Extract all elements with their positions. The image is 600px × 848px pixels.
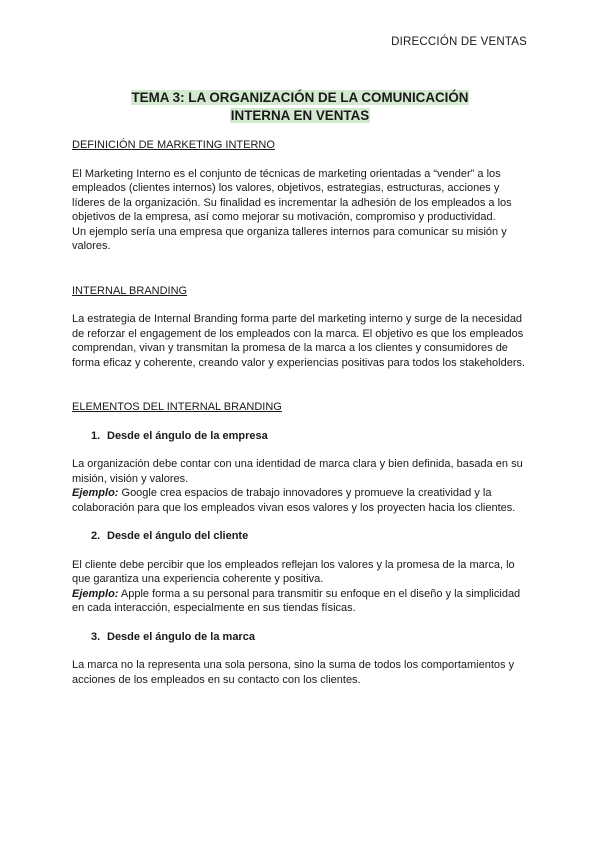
section-heading-elements: ELEMENTOS DEL INTERNAL BRANDING xyxy=(72,401,282,413)
example-text: Google crea espacios de trabajo innovadores y promueve la creatividad y la colaboración para que los empleados vivan esos valores y los proyecten hacia los clientes. xyxy=(72,487,516,514)
example-text: Apple forma a su personal para transmitir su enfoque en el diseño y la simplicidad en cada interacción, especialmente en sus tiendas físicas. xyxy=(72,587,521,614)
item-text: El cliente debe percibir que los empleados reflejan los valores y la promesa de la marca, lo que garantiza una experiencia coherente y positiva. xyxy=(72,558,515,585)
title-line-2: INTERNA EN VENTAS xyxy=(230,108,370,123)
item-title: Desde el ángulo del cliente xyxy=(107,530,249,542)
internal-branding-paragraph: La estrategia de Internal Branding forma parte del marketing interno y surge de la necesidad de reforzar el engagement de los empleados con la marca. El objetivo es que los empleados comprendan, vivan y transmitan la promesa de la marca a los clientes y consumidores de forma eficaz y coherente, creando valor y experiencias positivas para todos los stakeholders. xyxy=(72,313,526,369)
document-body xyxy=(72,138,532,687)
item-number: 3. xyxy=(91,630,101,643)
title-line-1: TEMA 3: LA ORGANIZACIÓN DE LA COMUNICACIÓN xyxy=(131,90,469,105)
page-title xyxy=(0,89,600,125)
page-header: DIRECCIÓN DE VENTAS xyxy=(391,36,527,48)
item-text: La marca no la representa una sola persona, sino la suma de todos los comportamientos y acciones de los empleados en su contacto con los clientes. xyxy=(72,659,515,686)
item-text: La organización debe contar con una identidad de marca clara y bien definida, basada en su misión, visión y valores. xyxy=(72,458,523,485)
section-heading-internal-branding: INTERNAL BRANDING xyxy=(72,284,188,297)
item-example xyxy=(72,587,532,616)
numbered-item-client xyxy=(72,529,532,544)
item-number: 1. xyxy=(91,429,101,442)
item-number: 2. xyxy=(91,530,101,542)
numbered-item-company xyxy=(72,429,532,444)
definition-example-paragraph: Un ejemplo sería una empresa que organiza talleres internos para comunicar su misión y valores. xyxy=(72,225,507,252)
item-title: Desde el ángulo de la marca xyxy=(107,630,255,643)
example-label: Ejemplo: xyxy=(72,587,119,600)
section-heading-definition: DEFINICIÓN DE MARKETING INTERNO xyxy=(72,139,275,151)
item-example xyxy=(72,486,532,515)
example-label: Ejemplo: xyxy=(72,487,119,499)
item-title: Desde el ángulo de la empresa xyxy=(107,429,268,442)
definition-paragraph: El Marketing Interno es el conjunto de técnicas de marketing orientadas a “vender” a los empleados (clientes internos) los valores, objetivos, estrategias, estructuras, acciones y líderes de la organización. Su finalidad es incrementar la adhesión de los empleados a los objetivos de la empresa, así como mejorar su motivación, compromiso y productividad. xyxy=(72,167,512,223)
numbered-item-brand xyxy=(72,630,532,645)
